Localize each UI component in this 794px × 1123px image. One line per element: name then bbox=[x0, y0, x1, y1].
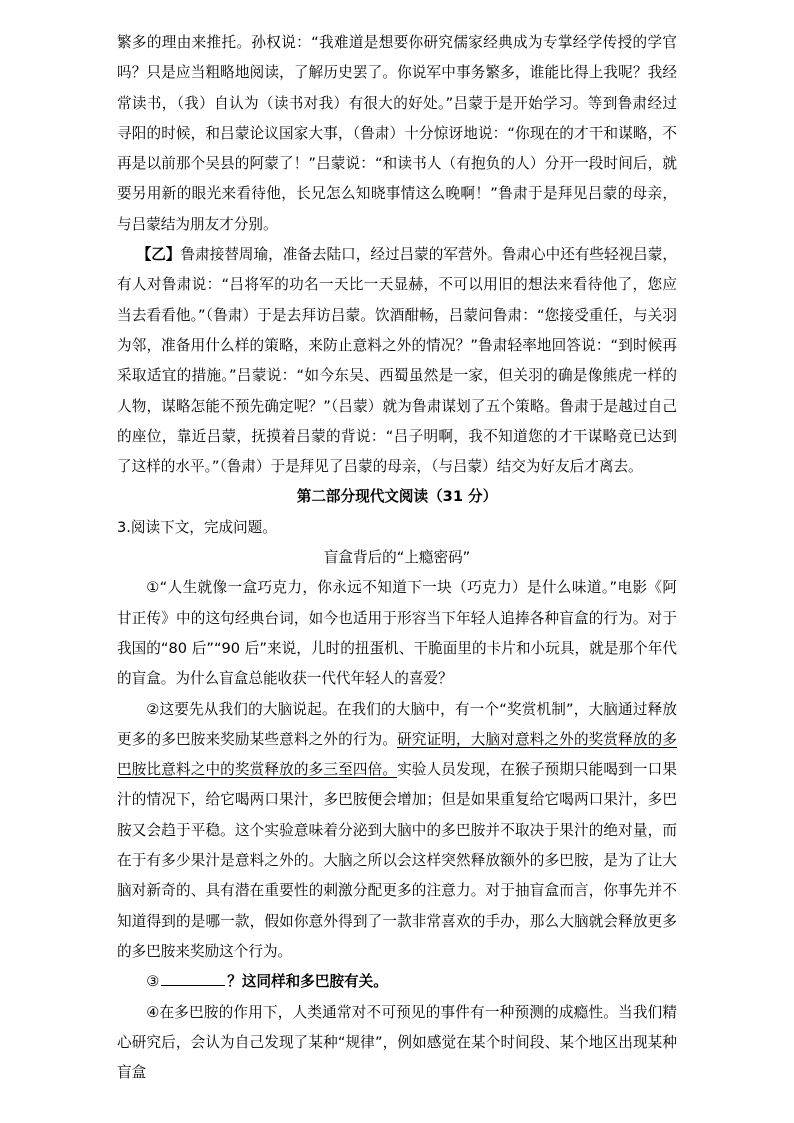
passage-jia-tail: 繁多的理由来推托。孙权说：“我难道是想要你研究儒家经典成为专掌经学传授的学官吗？只是应当粗略地阅读，了解历史罢了。你说军中事务繁多，谁能比得上我呢？我经常读书，（我）自认为（读书对我）有很大的好处。”吕蒙于是开始学习。等到鲁肃经过寻阳的时候，和吕蒙论议国家大事，（鲁肃）十分惊讶地说：“你现在的才干和谋略，不再是以前那个吴县的阿蒙了！”吕蒙说：“和读书人（有抱负的人）分开一段时间后，就要另用新的眼光来看待他，长兄怎么知晓事情这么晚啊！”鲁肃于是拜见吕蒙的母亲，与吕蒙结为朋友才分别。 bbox=[117, 34, 677, 233]
article-title: 盲盒背后的“上瘾密码” bbox=[323, 549, 471, 567]
document-page bbox=[117, 28, 677, 1088]
question-3-prompt: 3.阅读下文，完成问题。 bbox=[117, 518, 277, 536]
para-2-before: ②这要先从我们的大脑说起。在我们的大脑中，有一个“奖赏机制”，大脑通过释放更多的多巴胺来奖励某些意料之外的行为。 bbox=[117, 700, 677, 748]
article-para-1: ①“人生就像一盒巧克力，你永远不知道下一块（巧克力）是什么味道。”电影《阿甘正传》中的这句经典台词，如今也适用于形容当下年轻人追捧各种盲盒的行为。对于我国的“80 后”“90 后”来说，儿时的扭蛋机、干脆面里的卡片和小玩具，就是那个年代的盲盒。为什么盲盒总能收获一代代年轻人的喜爱？ bbox=[117, 579, 677, 688]
article-para-2 bbox=[117, 695, 677, 968]
para-2-after: 实验人员发现，在猴子预期只能喝到一口果汁的情况下，给它喝两口果汁，多巴胺便会增加；但是如果重复给它喝两口果汁，多巴胺又会趋于平稳。这个实验意味着分泌到大脑中的多巴胺并不取决于果汁的绝对量，而在于有多少果汁是意料之外的。大脑之所以会这样突然释放额外的多巴胺，是为了让大脑对新奇的、具有潜在重要性的刺激分配更多的注意力。对于抽盲盒而言，你事先并不知道得到的是哪一款，假如你意外得到了一款非常喜欢的手办，那么大脑就会释放更多的多巴胺来奖励这个行为。 bbox=[117, 761, 677, 960]
passage-yi bbox=[117, 240, 677, 482]
article-para-3 bbox=[117, 967, 677, 997]
fill-in-blank[interactable] bbox=[161, 971, 225, 986]
section-heading: 第二部分现代文阅读（31 分） bbox=[296, 488, 498, 506]
passage-yi-label: 【乙】 bbox=[136, 246, 181, 264]
passage-yi-text: 鲁肃接替周瑜，准备去陆口，经过吕蒙的军营外。鲁肃心中还有些轻视吕蒙，有人对鲁肃说：“吕将军的功名一天比一天显赫，不可以用旧的想法来看待他了，您应当去看看他。”（鲁肃）于是去拜访吕蒙。饮酒酣畅，吕蒙问鲁肃：“您接受重任，与关羽为邻，准备用什么样的策略，来防止意料之外的情况？”鲁肃轻率地回答说：“到时候再采取适宜的措施。”吕蒙说：“如今东吴、西蜀虽然是一家，但关羽的确是像熊虎一样的人物，谋略怎能不预先确定呢？”（吕蒙）就为鲁肃谋划了五个策略。鲁肃于是越过自己的座位，靠近吕蒙，抚摸着吕蒙的背说：“吕子明啊，我不知道您的才干谋略竟已达到了这样的水平。”（鲁肃）于是拜见了吕蒙的母亲，（与吕蒙）结交为好友后才离去。 bbox=[117, 246, 677, 476]
article-para-4: ④在多巴胺的作用下，人类通常对不可预见的事件有一种预测的成瘾性。当我们精心研究后，会认为自己发现了某种“规律”，例如感觉在某个时间段、某个地区出现某种盲盒 bbox=[117, 1003, 677, 1082]
para-2-underlined-sentence: 研究证明，大脑对意料之外的奖赏释放的多巴胺比意料之中的奖赏释放的多三至四倍。 bbox=[117, 730, 677, 779]
para-3-suffix: ？这同样和多巴胺有关。 bbox=[227, 973, 388, 991]
para-3-prefix: ③ bbox=[146, 973, 160, 991]
